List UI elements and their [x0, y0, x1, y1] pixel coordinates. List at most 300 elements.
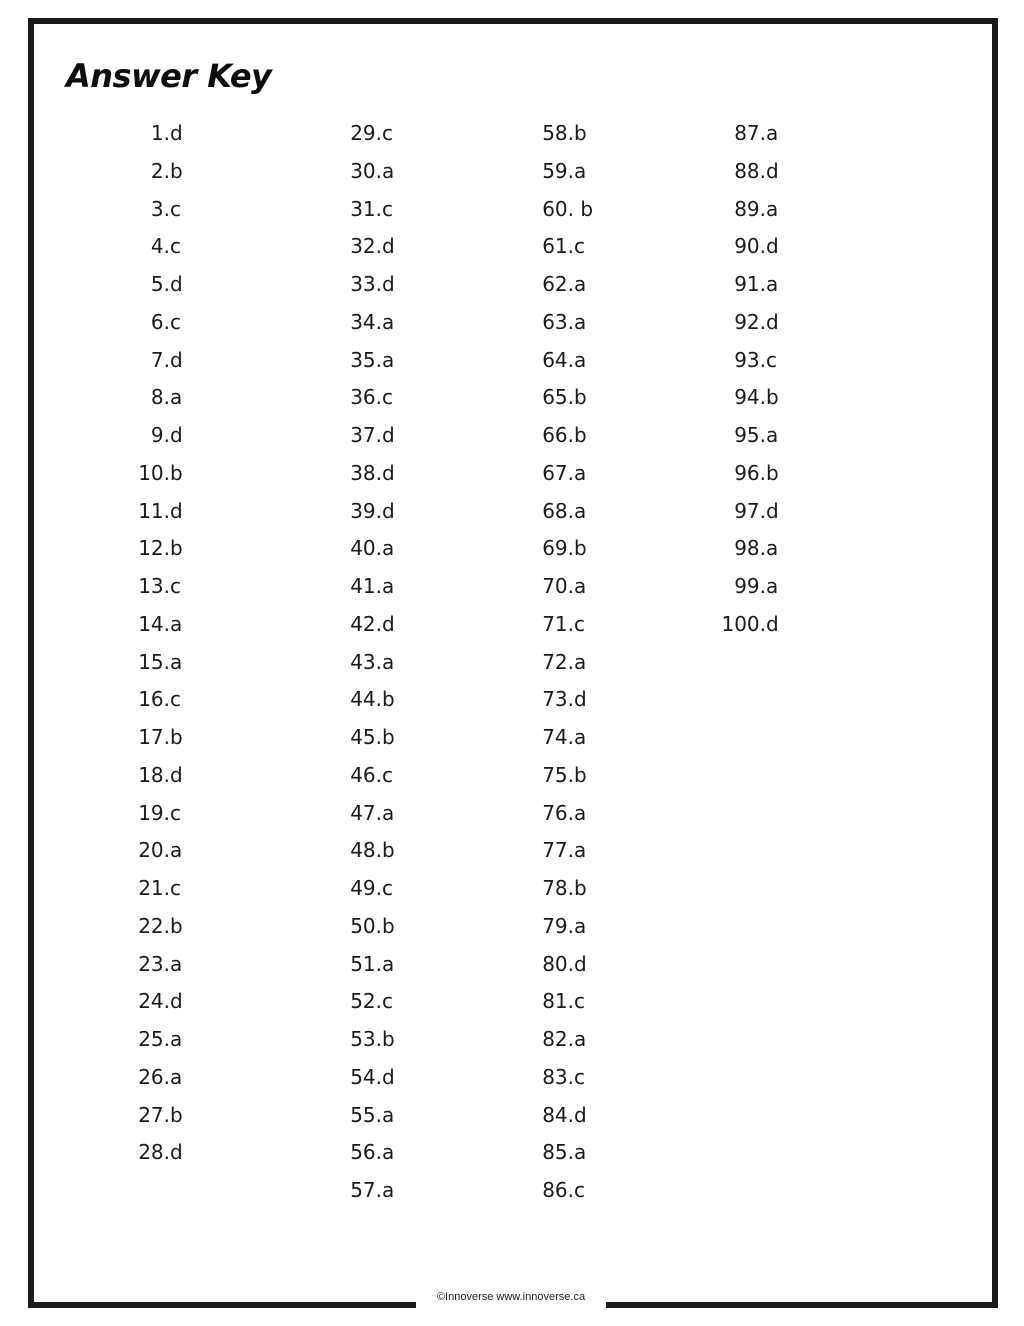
answer-letter: a: [170, 838, 183, 863]
question-number: 82.: [542, 1027, 574, 1051]
answer-row: [656, 342, 777, 380]
answer-row: [464, 379, 587, 417]
answer-row: [272, 266, 395, 304]
question-number: 49.: [350, 876, 382, 900]
answer-letter: a: [170, 951, 183, 976]
answer-row: [464, 832, 587, 870]
question-number: 5.: [150, 272, 170, 296]
answer-letter: a: [766, 423, 779, 447]
answer-letter: a: [766, 196, 779, 221]
question-number: 64.: [542, 347, 574, 372]
question-number: 44.: [350, 687, 382, 712]
answer-row: [656, 417, 779, 455]
answer-letter: c: [382, 762, 393, 787]
answer-letter: c: [170, 876, 181, 900]
answer-letter: c: [574, 611, 585, 636]
answer-letter: a: [170, 1064, 183, 1089]
answer-row: [272, 153, 395, 191]
answer-letter: d: [170, 989, 183, 1014]
question-number: 4.: [150, 234, 170, 259]
answer-row: [272, 568, 395, 606]
answer-row: [272, 191, 393, 229]
answer-row: [464, 757, 587, 795]
answer-letter: d: [766, 498, 779, 523]
question-number: 69.: [542, 536, 574, 561]
question-number: 73.: [542, 687, 574, 712]
answer-row: [60, 153, 183, 191]
question-number: 31.: [350, 196, 382, 221]
question-number: 13.: [138, 574, 170, 598]
answer-row: [272, 530, 395, 568]
answer-letter: b: [382, 725, 395, 749]
question-number: 77.: [542, 838, 574, 863]
answer-row: [464, 1059, 585, 1097]
question-number: 78.: [542, 876, 574, 900]
question-number: 30.: [350, 158, 382, 183]
answer-row: [656, 455, 779, 493]
question-number: 89.: [734, 196, 766, 221]
answer-letter: d: [574, 1102, 587, 1127]
question-number: 85.: [542, 1140, 574, 1165]
answer-letter: d: [382, 272, 395, 296]
answer-letter: c: [574, 989, 585, 1014]
answer-letter: a: [382, 1178, 395, 1202]
answer-row: [272, 870, 393, 908]
answer-row: [656, 530, 779, 568]
answer-letter: a: [170, 611, 183, 636]
answer-letter: a: [574, 574, 587, 598]
question-number: 58.: [542, 121, 574, 145]
answer-letter: c: [170, 687, 181, 712]
answer-letter: d: [382, 234, 395, 259]
answer-row: [272, 455, 395, 493]
answer-letter: c: [170, 196, 181, 221]
question-number: 84.: [542, 1102, 574, 1127]
question-number: 39.: [350, 498, 382, 523]
answer-letter: a: [574, 1027, 587, 1051]
answer-row: [656, 493, 779, 531]
answer-letter: c: [382, 876, 393, 900]
answer-letter: a: [574, 460, 587, 485]
question-number: 17.: [138, 725, 170, 749]
answer-letter: d: [766, 611, 779, 636]
question-number: 54.: [350, 1064, 382, 1089]
answer-letter: a: [170, 649, 183, 674]
question-number: 43.: [350, 649, 382, 674]
question-number: 75.: [542, 762, 574, 787]
question-number: 53.: [350, 1027, 382, 1051]
answer-row: [656, 228, 779, 266]
answer-letter: b: [170, 460, 183, 485]
answer-row: [272, 832, 395, 870]
question-number: 99.: [734, 574, 766, 598]
answer-row: [272, 1134, 395, 1172]
answer-letter: a: [574, 158, 587, 183]
question-number: 50.: [350, 913, 382, 938]
answer-row: [60, 1021, 183, 1059]
answer-letter: d: [766, 158, 779, 183]
answer-row: [60, 304, 181, 342]
question-number: 62.: [542, 272, 574, 296]
answer-row: [272, 493, 395, 531]
answer-row: [464, 1021, 587, 1059]
answer-letter: a: [574, 1140, 587, 1165]
question-number: 41.: [350, 574, 382, 598]
question-number: 51.: [350, 951, 382, 976]
question-number: 46.: [350, 762, 382, 787]
question-number: 97.: [734, 498, 766, 523]
question-number: 16.: [138, 687, 170, 712]
answer-row: [272, 946, 395, 984]
answer-letter: c: [170, 309, 181, 334]
question-number: 96.: [734, 460, 766, 485]
answer-letter: a: [574, 309, 587, 334]
question-number: 35.: [350, 347, 382, 372]
answer-row: [272, 115, 393, 153]
answer-row: [60, 946, 183, 984]
question-number: 90.: [734, 234, 766, 259]
answer-row: [464, 1097, 587, 1135]
answer-row: [464, 455, 587, 493]
answer-row: [464, 191, 594, 229]
answer-row: [272, 644, 395, 682]
answer-column-3: [464, 115, 594, 1210]
answer-letter: b: [382, 838, 395, 863]
question-number: 81.: [542, 989, 574, 1014]
answer-row: [464, 1172, 585, 1210]
answer-row: [464, 417, 587, 455]
answer-row: [464, 983, 585, 1021]
answer-row: [656, 568, 779, 606]
question-number: 87.: [734, 121, 766, 145]
answer-letter: a: [382, 309, 395, 334]
answer-row: [464, 795, 587, 833]
answer-letter: d: [382, 1064, 395, 1089]
answer-letter: b: [766, 460, 779, 485]
question-number: 65.: [542, 385, 574, 410]
question-number: 11.: [138, 498, 170, 523]
answer-letter: a: [382, 649, 395, 674]
answer-letter: b: [382, 687, 395, 712]
answer-row: [464, 493, 587, 531]
answer-letter: d: [766, 234, 779, 259]
answer-row: [60, 1134, 183, 1172]
answer-letter: c: [382, 989, 393, 1014]
answer-row: [464, 115, 587, 153]
answer-letter: a: [382, 574, 395, 598]
answer-letter: b: [574, 196, 594, 221]
answer-row: [464, 342, 587, 380]
answer-row: [272, 719, 395, 757]
answer-row: [60, 191, 181, 229]
answer-row: [60, 681, 181, 719]
question-number: 91.: [734, 272, 766, 296]
answer-letter: a: [574, 913, 587, 938]
answer-row: [464, 153, 587, 191]
answer-row: [272, 606, 395, 644]
answer-letter: a: [766, 574, 779, 598]
answer-letter: a: [574, 838, 587, 863]
question-number: 9.: [150, 423, 170, 447]
question-number: 86.: [542, 1178, 574, 1202]
answer-row: [60, 606, 183, 644]
answer-row: [60, 228, 181, 266]
answer-row: [656, 304, 779, 342]
answer-row: [60, 795, 181, 833]
question-number: 19.: [138, 800, 170, 825]
answer-letter: d: [170, 762, 183, 787]
answer-row: [272, 757, 393, 795]
answer-row: [656, 115, 779, 153]
question-number: 55.: [350, 1102, 382, 1127]
question-number: 60.: [542, 196, 574, 221]
answer-row: [60, 115, 183, 153]
question-number: 38.: [350, 460, 382, 485]
answer-letter: a: [766, 121, 779, 145]
answer-letter: a: [170, 385, 183, 410]
answer-letter: a: [382, 347, 395, 372]
answer-row: [60, 379, 183, 417]
answer-row: [464, 530, 587, 568]
answer-row: [60, 983, 183, 1021]
answer-letter: c: [170, 574, 181, 598]
question-number: 100.: [721, 611, 766, 636]
question-number: 59.: [542, 158, 574, 183]
answer-letter: a: [170, 1027, 183, 1051]
question-number: 67.: [542, 460, 574, 485]
answer-letter: b: [574, 423, 587, 447]
answer-row: [60, 719, 183, 757]
answer-letter: a: [766, 272, 779, 296]
answer-row: [272, 379, 393, 417]
answer-letter: d: [170, 1140, 183, 1165]
answer-row: [272, 342, 395, 380]
answer-letter: d: [766, 309, 779, 334]
question-number: 56.: [350, 1140, 382, 1165]
page-title: Answer Key: [66, 57, 272, 95]
answer-letter: b: [574, 121, 587, 145]
answer-row: [60, 417, 183, 455]
answer-row: [656, 379, 779, 417]
answer-letter: b: [382, 913, 395, 938]
question-number: 94.: [734, 385, 766, 410]
answer-letter: a: [382, 536, 395, 561]
question-number: 34.: [350, 309, 382, 334]
answer-letter: b: [574, 762, 587, 787]
answer-row: [656, 606, 779, 644]
answer-letter: a: [382, 800, 395, 825]
question-number: 72.: [542, 649, 574, 674]
question-number: 22.: [138, 913, 170, 938]
question-number: 27.: [138, 1102, 170, 1127]
answer-row: [272, 1097, 395, 1135]
answer-row: [656, 191, 779, 229]
answer-row: [272, 908, 395, 946]
answer-row: [464, 681, 587, 719]
question-number: 76.: [542, 800, 574, 825]
answer-letter: b: [766, 385, 779, 410]
answer-row: [60, 530, 183, 568]
answer-letter: a: [574, 800, 587, 825]
question-number: 47.: [350, 800, 382, 825]
question-number: 80.: [542, 951, 574, 976]
answer-row: [272, 304, 395, 342]
question-number: 79.: [542, 913, 574, 938]
answer-letter: d: [170, 272, 183, 296]
answer-row: [272, 1172, 395, 1210]
answer-row: [60, 757, 183, 795]
question-number: 21.: [138, 876, 170, 900]
answer-letter: b: [382, 1027, 395, 1051]
answer-row: [464, 304, 587, 342]
question-number: 33.: [350, 272, 382, 296]
question-number: 95.: [734, 423, 766, 447]
answer-row: [60, 493, 183, 531]
answer-row: [60, 455, 183, 493]
question-number: 98.: [734, 536, 766, 561]
question-number: 71.: [542, 611, 574, 636]
answer-row: [464, 606, 585, 644]
answer-letter: b: [170, 1102, 183, 1127]
answer-letter: a: [382, 158, 395, 183]
footer-credit: ©Innoverse www.innoverse.ca: [436, 1291, 586, 1303]
answer-column-4: [656, 115, 779, 644]
answer-letter: d: [170, 121, 183, 145]
answer-row: [464, 644, 587, 682]
answer-letter: b: [574, 536, 587, 561]
answer-letter: b: [170, 158, 183, 183]
answer-row: [272, 795, 395, 833]
answer-row: [464, 870, 587, 908]
question-number: 15.: [138, 649, 170, 674]
answer-letter: b: [574, 385, 587, 410]
question-number: 92.: [734, 309, 766, 334]
question-number: 29.: [350, 121, 382, 145]
answer-row: [464, 719, 587, 757]
question-number: 57.: [350, 1178, 382, 1202]
answer-letter: d: [382, 423, 395, 447]
answer-letter: d: [382, 460, 395, 485]
answer-letter: c: [170, 800, 181, 825]
question-number: 12.: [138, 536, 170, 561]
question-number: 18.: [138, 762, 170, 787]
answer-row: [464, 568, 587, 606]
answer-letter: c: [382, 196, 393, 221]
answer-row: [464, 266, 587, 304]
question-number: 63.: [542, 309, 574, 334]
question-number: 32.: [350, 234, 382, 259]
question-number: 42.: [350, 611, 382, 636]
question-number: 24.: [138, 989, 170, 1014]
answer-letter: c: [574, 1178, 585, 1202]
question-number: 6.: [150, 309, 170, 334]
question-number: 37.: [350, 423, 382, 447]
question-number: 8.: [150, 385, 170, 410]
answer-row: [60, 568, 181, 606]
question-number: 26.: [138, 1064, 170, 1089]
question-number: 93.: [734, 347, 766, 372]
question-number: 61.: [542, 234, 574, 259]
answer-row: [464, 908, 587, 946]
answer-letter: b: [574, 876, 587, 900]
answer-row: [60, 832, 183, 870]
answer-letter: d: [574, 687, 587, 712]
question-number: 23.: [138, 951, 170, 976]
answer-letter: a: [574, 725, 587, 749]
answer-row: [656, 153, 779, 191]
answer-letter: c: [574, 1064, 585, 1089]
question-number: 25.: [138, 1027, 170, 1051]
answer-row: [272, 1021, 395, 1059]
question-number: 7.: [150, 347, 170, 372]
question-number: 66.: [542, 423, 574, 447]
question-number: 2.: [150, 158, 170, 183]
answer-letter: d: [382, 611, 395, 636]
answer-letter: a: [574, 347, 587, 372]
answer-letter: c: [382, 121, 393, 145]
answer-letter: a: [382, 951, 395, 976]
answer-row: [60, 644, 183, 682]
answer-letter: b: [170, 536, 183, 561]
question-number: 52.: [350, 989, 382, 1014]
answer-letter: d: [170, 498, 183, 523]
question-number: 48.: [350, 838, 382, 863]
answer-letter: b: [170, 725, 183, 749]
question-number: 28.: [138, 1140, 170, 1165]
answer-letter: c: [170, 234, 181, 259]
answer-row: [60, 266, 183, 304]
answer-letter: d: [170, 347, 183, 372]
question-number: 36.: [350, 385, 382, 410]
answer-row: [272, 1059, 395, 1097]
answer-letter: c: [766, 347, 777, 372]
question-number: 68.: [542, 498, 574, 523]
answer-row: [272, 681, 395, 719]
question-number: 14.: [138, 611, 170, 636]
answer-row: [272, 417, 395, 455]
answer-row: [60, 1059, 183, 1097]
answer-letter: a: [382, 1140, 395, 1165]
question-number: 20.: [138, 838, 170, 863]
answer-row: [464, 946, 587, 984]
answer-letter: a: [766, 536, 779, 561]
answer-row: [464, 228, 585, 266]
answer-row: [60, 908, 183, 946]
question-number: 40.: [350, 536, 382, 561]
answer-letter: c: [382, 385, 393, 410]
answer-letter: a: [574, 649, 587, 674]
question-number: 83.: [542, 1064, 574, 1089]
question-number: 88.: [734, 158, 766, 183]
answer-column-1: [60, 115, 183, 1172]
answer-row: [272, 983, 393, 1021]
answer-row: [656, 266, 779, 304]
answer-letter: c: [574, 234, 585, 259]
answer-row: [60, 342, 183, 380]
question-number: 45.: [350, 725, 382, 749]
answer-row: [60, 1097, 183, 1135]
answer-letter: a: [574, 498, 587, 523]
answer-row: [272, 228, 395, 266]
question-number: 70.: [542, 574, 574, 598]
answer-row: [60, 870, 181, 908]
question-number: 1.: [150, 121, 170, 145]
question-number: 3.: [150, 196, 170, 221]
question-number: 74.: [542, 725, 574, 749]
answer-letter: d: [574, 951, 587, 976]
answer-letter: a: [382, 1102, 395, 1127]
answer-letter: d: [170, 423, 183, 447]
